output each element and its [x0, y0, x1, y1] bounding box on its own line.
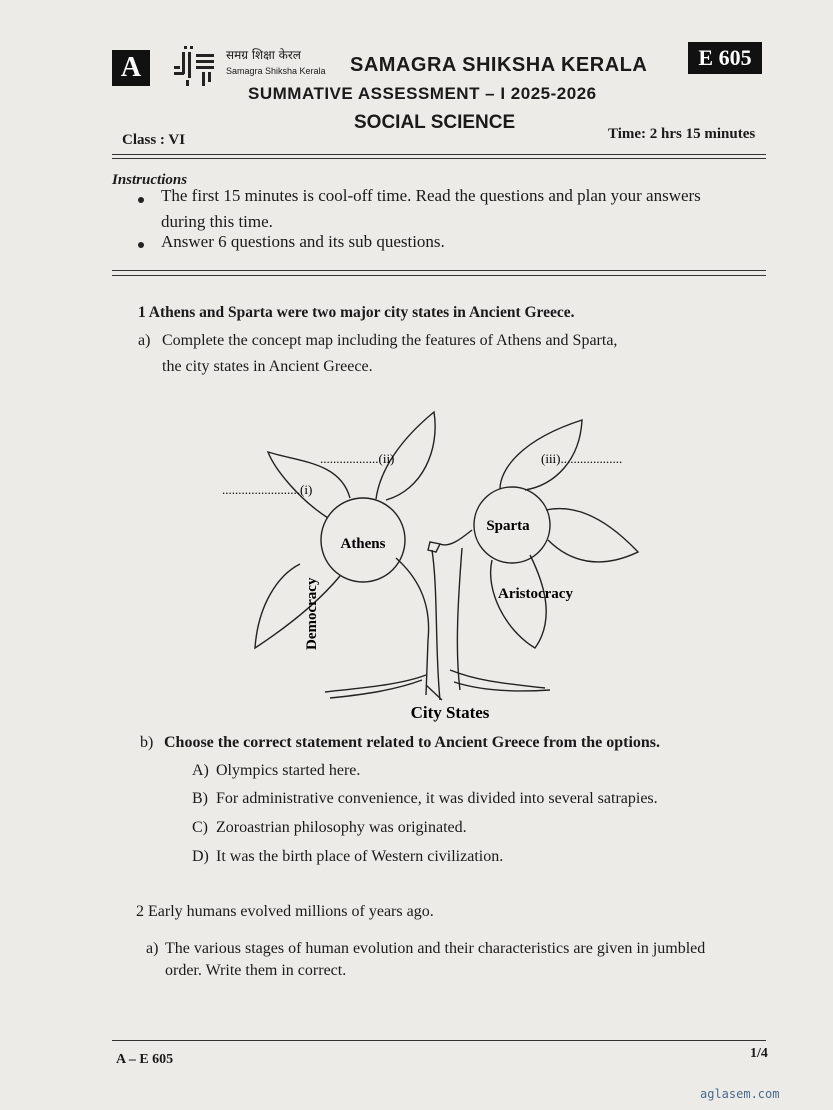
- q1a-line1: Complete the concept map including the features of Athens and Sparta,: [162, 332, 618, 349]
- q1a-line2: the city states in Ancient Greece.: [162, 358, 373, 375]
- aristocracy-label: Aristocracy: [498, 586, 573, 602]
- branch-to-sparta: [440, 530, 472, 545]
- trunk-left-branch: [396, 558, 429, 695]
- q2a-line2: order. Write them in correct.: [165, 962, 347, 979]
- root-left-2: [330, 680, 422, 698]
- option-b-key: B): [192, 790, 208, 807]
- sparta-label: Sparta: [486, 518, 530, 534]
- instructions-title: Instructions: [112, 172, 188, 188]
- instruction-2: Answer 6 questions and its sub questions.: [161, 232, 445, 251]
- logo-english-text: Samagra Shiksha Kerala: [226, 66, 326, 76]
- footer-code: A – E 605: [116, 1052, 174, 1067]
- option-c-key: C): [192, 819, 208, 836]
- time-label: Time: 2 hrs 15 minutes: [608, 126, 756, 142]
- city-states-label: City States: [410, 703, 490, 722]
- q1a-label: a): [138, 332, 151, 349]
- instructions-divider-2: [112, 275, 766, 276]
- header-divider: [112, 154, 766, 155]
- option-d-text: It was the birth place of Western civilization.: [216, 848, 504, 865]
- instruction-1-line1: The first 15 minutes is cool-off time. Read the questions and plan your answers: [161, 186, 701, 205]
- logo-hindi-text: समग्र शिक्षा केरल: [226, 48, 301, 62]
- option-d-key: D): [192, 848, 209, 865]
- header-divider-2: [112, 158, 766, 159]
- blank-ii: ..................(ii): [320, 451, 395, 466]
- blank-iii: (iii)...................: [541, 451, 623, 466]
- paper-code-badge: E 605: [688, 42, 762, 74]
- q1b-label: b): [140, 734, 154, 751]
- footer-divider: [112, 1040, 766, 1041]
- watermark: aglasem.com: [700, 1087, 780, 1101]
- city-states-concept-map: [200, 400, 660, 730]
- option-a-key: A): [192, 762, 209, 779]
- samagra-logo-icon: [172, 44, 224, 94]
- trunk-top: [428, 542, 440, 552]
- leaf-sparta-right: [546, 509, 638, 562]
- blank-i: ........................(i): [222, 482, 313, 497]
- class-label: Class : VI: [122, 132, 186, 148]
- organization-title: SAMAGRA SHIKSHA KERALA: [350, 54, 648, 76]
- instructions-divider: [112, 270, 766, 271]
- bullet-icon: [138, 197, 144, 203]
- option-c-text: Zoroastrian philosophy was originated.: [216, 819, 467, 836]
- q1-heading: 1 Athens and Sparta were two major city states in Ancient Greece.: [138, 304, 575, 321]
- bullet-icon: [138, 242, 144, 248]
- q2a-line1: The various stages of human evolution and their characteristics are given in jumbled: [165, 940, 706, 957]
- athens-label: Athens: [340, 536, 386, 552]
- page-number: 1/4: [750, 1046, 768, 1061]
- democracy-label: Democracy: [304, 577, 320, 650]
- q1b-heading: Choose the correct statement related to Ancient Greece from the options.: [164, 734, 661, 751]
- q2-heading: 2 Early humans evolved millions of years ago.: [136, 903, 434, 920]
- option-b-text: For administrative convenience, it was divided into several satrapies.: [216, 790, 658, 807]
- q2a-label: a): [146, 940, 159, 957]
- trunk-center: [432, 550, 440, 700]
- trunk-right: [457, 548, 462, 690]
- assessment-title: SUMMATIVE ASSESSMENT – I 2025-2026: [248, 84, 597, 103]
- instruction-1-line2: during this time.: [161, 212, 273, 231]
- option-a-text: Olympics started here.: [216, 762, 361, 779]
- subject-title: SOCIAL SCIENCE: [354, 112, 516, 133]
- leaf-democracy: [255, 564, 340, 648]
- set-badge: A: [112, 50, 150, 86]
